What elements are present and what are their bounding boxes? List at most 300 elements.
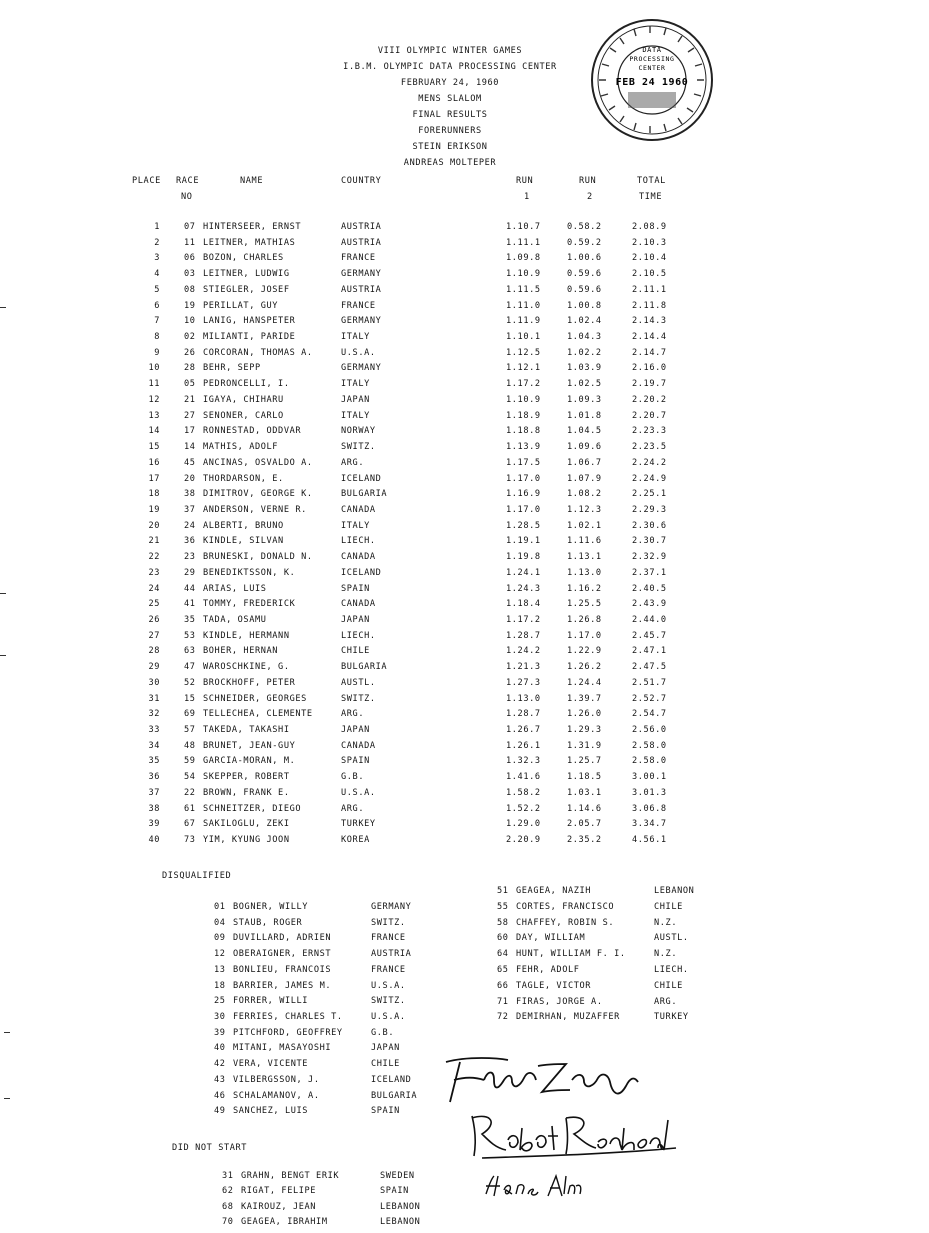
table-row <box>0 584 929 600</box>
item-race: 60 <box>497 933 509 944</box>
list-item <box>0 1186 929 1202</box>
cell-place: 24 <box>148 583 160 594</box>
item-country: SWEDEN <box>380 1171 415 1181</box>
cell-run2: 0.58.2 <box>567 222 602 232</box>
table-row <box>0 804 929 820</box>
item-country: SPAIN <box>371 1106 400 1117</box>
item-race: 25 <box>214 996 226 1007</box>
cell-run1: 1.19.8 <box>506 552 541 563</box>
item-race: 65 <box>497 965 509 975</box>
cell-run1: 1.32.3 <box>506 756 541 767</box>
cell-country: NORWAY <box>341 426 376 437</box>
item-race: 62 <box>222 1186 234 1197</box>
table-row <box>0 788 929 804</box>
cell-run2: 1.08.2 <box>567 489 602 500</box>
item-country: CHILE <box>654 901 683 912</box>
cell-name: THORDARSON, E. <box>203 473 284 484</box>
item-name: GEAGEA, NAZIH <box>516 886 592 896</box>
table-row <box>0 301 929 317</box>
table-row <box>0 709 929 725</box>
cell-total: 3.06.8 <box>632 803 667 814</box>
cell-total: 2.14.7 <box>632 347 667 358</box>
cell-country: JAPAN <box>341 394 370 405</box>
stamp-date: FEB 24 1960 <box>615 77 689 88</box>
cell-run1: 1.17.2 <box>506 379 541 390</box>
item-race: 46 <box>214 1090 226 1101</box>
item-race: 72 <box>497 1012 509 1023</box>
margin-mark <box>4 1098 10 1099</box>
item-country: LEBANON <box>380 1217 421 1228</box>
cell-place: 7 <box>154 316 160 327</box>
cell-total: 2.30.6 <box>632 520 667 531</box>
cell-run1: 1.26.7 <box>506 725 541 736</box>
table-row <box>0 505 929 521</box>
cell-name: LANIG, HANSPETER <box>203 316 296 327</box>
cell-place: 9 <box>154 347 160 358</box>
cell-name: KINDLE, SILVAN <box>203 536 284 547</box>
cell-run1: 1.12.1 <box>506 363 541 374</box>
cell-run1: 1.17.5 <box>506 457 541 468</box>
item-name: STAUB, ROGER <box>233 917 303 928</box>
cell-total: 2.24.9 <box>632 473 667 484</box>
data-processing-stamp <box>590 18 714 142</box>
cell-total: 2.14.4 <box>632 332 667 343</box>
cell-run1: 1.28.5 <box>506 520 541 531</box>
cell-race: 22 <box>184 787 196 798</box>
cell-run1: 1.24.1 <box>506 567 541 578</box>
table-row <box>0 395 929 411</box>
item-country: CHILE <box>371 1059 400 1070</box>
cell-run2: 1.14.6 <box>567 803 602 814</box>
cell-run2: 1.02.2 <box>567 347 602 358</box>
cell-country: ARG. <box>341 709 365 720</box>
list-item <box>0 1217 929 1233</box>
cell-country: BULGARIA <box>341 662 388 673</box>
list-item <box>0 918 929 934</box>
item-race: 49 <box>214 1106 226 1117</box>
item-race: 31 <box>222 1171 234 1181</box>
cell-place: 34 <box>148 740 160 751</box>
table-row <box>0 819 929 835</box>
cell-name: KINDLE, HERMANN <box>203 630 290 641</box>
item-race: 51 <box>497 886 509 896</box>
item-country: CHILE <box>654 980 683 991</box>
cell-run2: 1.13.1 <box>567 552 602 563</box>
cell-name: SAKILOGLU, ZEKI <box>203 819 290 830</box>
cell-run2: 1.02.4 <box>567 316 602 327</box>
cell-country: GERMANY <box>341 316 382 327</box>
cell-run1: 1.24.3 <box>506 583 541 594</box>
cell-race: 21 <box>184 394 196 405</box>
item-name: SCHALAMANOV, A. <box>233 1090 320 1101</box>
cell-place: 17 <box>148 473 160 484</box>
cell-race: 17 <box>184 426 196 437</box>
cell-total: 2.20.7 <box>632 410 667 421</box>
header-run1-no: 1 <box>524 192 530 202</box>
item-country: SWITZ. <box>371 917 406 928</box>
cell-run1: 1.19.1 <box>506 536 541 547</box>
cell-run2: 1.39.7 <box>567 693 602 704</box>
item-name: HUNT, WILLIAM F. I. <box>516 949 626 960</box>
cell-total: 2.20.2 <box>632 394 667 405</box>
cell-place: 5 <box>154 284 160 295</box>
cell-race: 10 <box>184 316 196 327</box>
cell-run1: 1.12.5 <box>506 347 541 358</box>
cell-name: ALBERTI, BRUNO <box>203 520 284 531</box>
item-country: N.Z. <box>654 949 678 960</box>
item-name: OBERAIGNER, ERNST <box>233 949 332 960</box>
cell-run2: 1.03.1 <box>567 787 602 798</box>
header-line: VIII OLYMPIC WINTER GAMES <box>377 46 523 56</box>
item-race: 58 <box>497 917 509 928</box>
cell-total: 2.19.7 <box>632 379 667 390</box>
cell-place: 2 <box>154 237 160 248</box>
cell-run1: 1.13.9 <box>506 442 541 453</box>
cell-country: KOREA <box>341 835 370 846</box>
item-name: FERRIES, CHARLES T. <box>233 1012 343 1023</box>
cell-place: 39 <box>148 819 160 830</box>
cell-country: AUSTRIA <box>341 237 382 248</box>
list-item <box>0 965 929 981</box>
cell-total: 2.58.0 <box>632 740 667 751</box>
table-row <box>0 363 929 379</box>
table-row <box>0 489 929 505</box>
table-row <box>0 269 929 285</box>
table-row <box>0 253 929 269</box>
header-race: RACE <box>176 176 200 186</box>
item-name: VILBERGSSON, J. <box>233 1074 320 1085</box>
table-row <box>0 332 929 348</box>
cell-race: 67 <box>184 819 196 830</box>
item-country: LEBANON <box>654 886 695 896</box>
item-race: 04 <box>214 917 226 928</box>
header-line: FEBRUARY 24, 1960 <box>400 78 500 88</box>
header-place: PLACE <box>132 176 161 186</box>
header-line: MENS SLALOM <box>418 94 482 104</box>
cell-race: 48 <box>184 740 196 751</box>
cell-run1: 1.26.1 <box>506 740 541 751</box>
cell-total: 2.10.3 <box>632 237 667 248</box>
item-country: ICELAND <box>371 1074 412 1085</box>
cell-total: 2.47.5 <box>632 662 667 673</box>
cell-run2: 1.11.6 <box>567 536 602 547</box>
cell-race: 27 <box>184 410 196 421</box>
cell-run1: 1.09.8 <box>506 253 541 264</box>
item-name: GEAGEA, IBRAHIM <box>241 1217 328 1228</box>
cell-name: ANCINAS, OSVALDO A. <box>203 457 313 468</box>
cell-total: 2.52.7 <box>632 693 667 704</box>
cell-run1: 1.28.7 <box>506 630 541 641</box>
header-line: STEIN ERIKSON <box>412 142 488 152</box>
item-country: GERMANY <box>371 902 412 912</box>
cell-run1: 1.24.2 <box>506 646 541 657</box>
cell-total: 3.00.1 <box>632 772 667 783</box>
header-line: FINAL RESULTS <box>412 110 488 120</box>
cell-place: 22 <box>148 552 160 563</box>
cell-run2: 1.04.3 <box>567 332 602 343</box>
item-country: FRANCE <box>371 933 406 944</box>
cell-race: 28 <box>184 363 196 374</box>
list-item <box>0 1028 929 1044</box>
signature-1 <box>438 1050 658 1110</box>
cell-race: 63 <box>184 646 196 657</box>
cell-run2: 1.00.6 <box>567 253 602 264</box>
item-name: DAY, WILLIAM <box>516 933 586 944</box>
cell-name: MATHIS, ADOLF <box>203 442 279 453</box>
item-race: 71 <box>497 996 509 1007</box>
cell-country: AUSTRIA <box>341 284 382 295</box>
cell-name: BROWN, FRANK E. <box>203 787 290 798</box>
list-item <box>0 1012 929 1028</box>
cell-country: CHILE <box>341 646 370 657</box>
margin-mark <box>0 593 6 594</box>
cell-total: 2.32.9 <box>632 552 667 563</box>
cell-place: 6 <box>154 300 160 311</box>
cell-run1: 1.28.7 <box>506 709 541 720</box>
cell-run2: 1.25.5 <box>567 599 602 610</box>
cell-country: ITALY <box>341 410 370 421</box>
cell-total: 2.30.7 <box>632 536 667 547</box>
cell-run2: 2.35.2 <box>567 835 602 846</box>
table-row <box>0 552 929 568</box>
cell-name: IGAYA, CHIHARU <box>203 394 284 405</box>
table-row <box>0 536 929 552</box>
stamp-line-1: DATA <box>642 46 662 54</box>
cell-country: AUSTL. <box>341 677 376 688</box>
table-row <box>0 599 929 615</box>
cell-run2: 1.09.3 <box>567 394 602 405</box>
table-row <box>0 379 929 395</box>
list-item <box>0 1202 929 1218</box>
cell-total: 3.01.3 <box>632 787 667 798</box>
item-country: TURKEY <box>654 1012 689 1023</box>
cell-name: SCHNEIDER, GEORGES <box>203 693 307 704</box>
cell-place: 32 <box>148 709 160 720</box>
cell-name: DIMITROV, GEORGE K. <box>203 489 313 500</box>
cell-total: 2.37.1 <box>632 567 667 578</box>
cell-run2: 1.09.6 <box>567 442 602 453</box>
cell-race: 69 <box>184 709 196 720</box>
cell-run1: 1.18.4 <box>506 599 541 610</box>
cell-run1: 1.17.0 <box>506 504 541 515</box>
cell-country: U.S.A. <box>341 787 376 798</box>
margin-mark <box>4 1032 10 1033</box>
cell-name: BRUNET, JEAN-GUY <box>203 740 296 751</box>
item-race: 64 <box>497 949 509 960</box>
cell-race: 29 <box>184 567 196 578</box>
table-row <box>0 694 929 710</box>
cell-run1: 1.10.9 <box>506 394 541 405</box>
table-row <box>0 316 929 332</box>
cell-country: CANADA <box>341 504 376 515</box>
cell-place: 29 <box>148 662 160 673</box>
cell-place: 25 <box>148 599 160 610</box>
cell-place: 18 <box>148 489 160 500</box>
list-item <box>0 886 929 902</box>
header-run2: RUN <box>579 176 597 186</box>
table-row <box>0 474 929 490</box>
cell-race: 07 <box>184 222 196 232</box>
cell-name: SKEPPER, ROBERT <box>203 772 290 783</box>
cell-country: LIECH. <box>341 536 376 547</box>
cell-total: 2.14.3 <box>632 316 667 327</box>
item-race: 40 <box>214 1043 226 1054</box>
cell-place: 10 <box>148 363 160 374</box>
cell-run2: 1.26.8 <box>567 615 602 625</box>
cell-run1: 1.27.3 <box>506 677 541 688</box>
margin-mark <box>0 655 6 656</box>
item-name: PITCHFORD, GEOFFREY <box>233 1027 343 1038</box>
cell-run2: 1.25.7 <box>567 756 602 767</box>
item-race: 43 <box>214 1074 226 1085</box>
cell-name: HINTERSEER, ERNST <box>203 222 302 232</box>
cell-run2: 1.07.9 <box>567 473 602 484</box>
table-row <box>0 222 929 238</box>
item-race: 70 <box>222 1217 234 1228</box>
item-country: SWITZ. <box>371 996 406 1007</box>
cell-run2: 1.01.8 <box>567 410 602 421</box>
item-name: CORTES, FRANCISCO <box>516 901 615 912</box>
cell-run1: 1.13.0 <box>506 693 541 704</box>
cell-run1: 1.17.2 <box>506 615 541 625</box>
cell-country: ITALY <box>341 332 370 343</box>
cell-place: 19 <box>148 504 160 515</box>
cell-total: 4.56.1 <box>632 835 667 846</box>
cell-country: JAPAN <box>341 615 370 625</box>
header-run2-no: 2 <box>587 192 593 202</box>
cell-name: STIEGLER, JOSEF <box>203 284 290 295</box>
cell-country: ITALY <box>341 520 370 531</box>
cell-country: ICELAND <box>341 473 382 484</box>
cell-total: 2.10.5 <box>632 269 667 280</box>
cell-race: 52 <box>184 677 196 688</box>
item-race: 66 <box>497 980 509 991</box>
item-name: DEMIRHAN, MUZAFFER <box>516 1012 620 1023</box>
cell-total: 2.23.5 <box>632 442 667 453</box>
header-line: I.B.M. OLYMPIC DATA PROCESSING CENTER <box>343 62 557 72</box>
cell-total: 2.23.3 <box>632 426 667 437</box>
cell-run1: 1.11.1 <box>506 237 541 248</box>
cell-total: 2.10.4 <box>632 253 667 264</box>
cell-race: 23 <box>184 552 196 563</box>
cell-race: 06 <box>184 253 196 264</box>
cell-race: 44 <box>184 583 196 594</box>
cell-name: LEITNER, MATHIAS <box>203 237 296 248</box>
header-line: FORERUNNERS <box>418 126 482 136</box>
cell-place: 1 <box>154 222 160 232</box>
cell-run2: 1.16.2 <box>567 583 602 594</box>
cell-race: 59 <box>184 756 196 767</box>
cell-total: 3.34.7 <box>632 819 667 830</box>
cell-country: G.B. <box>341 772 365 783</box>
item-country: FRANCE <box>371 964 406 975</box>
cell-race: 15 <box>184 693 196 704</box>
cell-run1: 1.10.9 <box>506 269 541 280</box>
cell-run1: 2.20.9 <box>506 835 541 846</box>
item-name: RIGAT, FELIPE <box>241 1186 317 1197</box>
item-name: GRAHN, BENGT ERIK <box>241 1171 340 1181</box>
item-name: KAIROUZ, JEAN <box>241 1201 317 1212</box>
header-country: COUNTRY <box>341 176 382 186</box>
item-country: SPAIN <box>380 1186 409 1197</box>
cell-country: ICELAND <box>341 567 382 578</box>
list-item <box>0 1171 929 1187</box>
item-race: 30 <box>214 1012 226 1023</box>
item-race: 39 <box>214 1027 226 1038</box>
cell-race: 61 <box>184 803 196 814</box>
cell-name: ARIAS, LUIS <box>203 583 267 594</box>
cell-run2: 1.02.5 <box>567 379 602 390</box>
cell-place: 12 <box>148 394 160 405</box>
item-race: 68 <box>222 1201 234 1212</box>
cell-race: 73 <box>184 835 196 846</box>
table-row <box>0 756 929 772</box>
cell-name: BENEDIKTSSON, K. <box>203 567 296 578</box>
cell-race: 54 <box>184 772 196 783</box>
table-row <box>0 238 929 254</box>
cell-total: 2.58.0 <box>632 756 667 767</box>
cell-run2: 1.24.4 <box>567 677 602 688</box>
item-country: ARG. <box>654 996 678 1007</box>
cell-race: 53 <box>184 630 196 641</box>
cell-country: CANADA <box>341 552 376 563</box>
cell-country: FRANCE <box>341 253 376 264</box>
cell-total: 2.54.7 <box>632 709 667 720</box>
cell-race: 26 <box>184 347 196 358</box>
item-name: BONLIEU, FRANCOIS <box>233 964 332 975</box>
item-race: 55 <box>497 901 509 912</box>
cell-race: 19 <box>184 300 196 311</box>
cell-run2: 1.18.5 <box>567 772 602 783</box>
table-row <box>0 741 929 757</box>
cell-run2: 1.29.3 <box>567 725 602 736</box>
cell-run2: 0.59.6 <box>567 269 602 280</box>
cell-name: BOHER, HERNAN <box>203 646 279 657</box>
item-name: FEHR, ADOLF <box>516 965 580 975</box>
cell-run1: 1.52.2 <box>506 803 541 814</box>
cell-place: 20 <box>148 520 160 531</box>
stamp-line-3: CENTER <box>638 64 666 72</box>
item-name: VERA, VICENTE <box>233 1059 309 1070</box>
cell-run2: 2.05.7 <box>567 819 602 830</box>
signature-3 <box>482 1172 592 1200</box>
header-total: TOTAL <box>637 176 666 186</box>
table-row <box>0 568 929 584</box>
cell-race: 47 <box>184 662 196 673</box>
item-country: N.Z. <box>654 917 678 928</box>
item-name: TAGLE, VICTOR <box>516 980 592 991</box>
cell-run1: 1.58.2 <box>506 787 541 798</box>
cell-race: 36 <box>184 536 196 547</box>
cell-place: 35 <box>148 756 160 767</box>
cell-place: 33 <box>148 725 160 736</box>
cell-run2: 1.26.0 <box>567 709 602 720</box>
cell-place: 38 <box>148 803 160 814</box>
header-line: ANDREAS MOLTEPER <box>403 158 497 168</box>
cell-total: 2.11.8 <box>632 300 667 311</box>
cell-run1: 1.16.9 <box>506 489 541 500</box>
cell-country: SWITZ. <box>341 693 376 704</box>
cell-run2: 1.26.2 <box>567 662 602 673</box>
header-run1: RUN <box>516 176 534 186</box>
header-race-no: NO <box>181 192 193 202</box>
cell-country: SWITZ. <box>341 442 376 453</box>
cell-total: 2.08.9 <box>632 222 667 232</box>
cell-name: MILIANTI, PARIDE <box>203 332 296 343</box>
cell-name: YIM, KYUNG JOON <box>203 835 290 846</box>
cell-name: TADA, OSAMU <box>203 615 267 625</box>
cell-run2: 1.22.9 <box>567 646 602 657</box>
